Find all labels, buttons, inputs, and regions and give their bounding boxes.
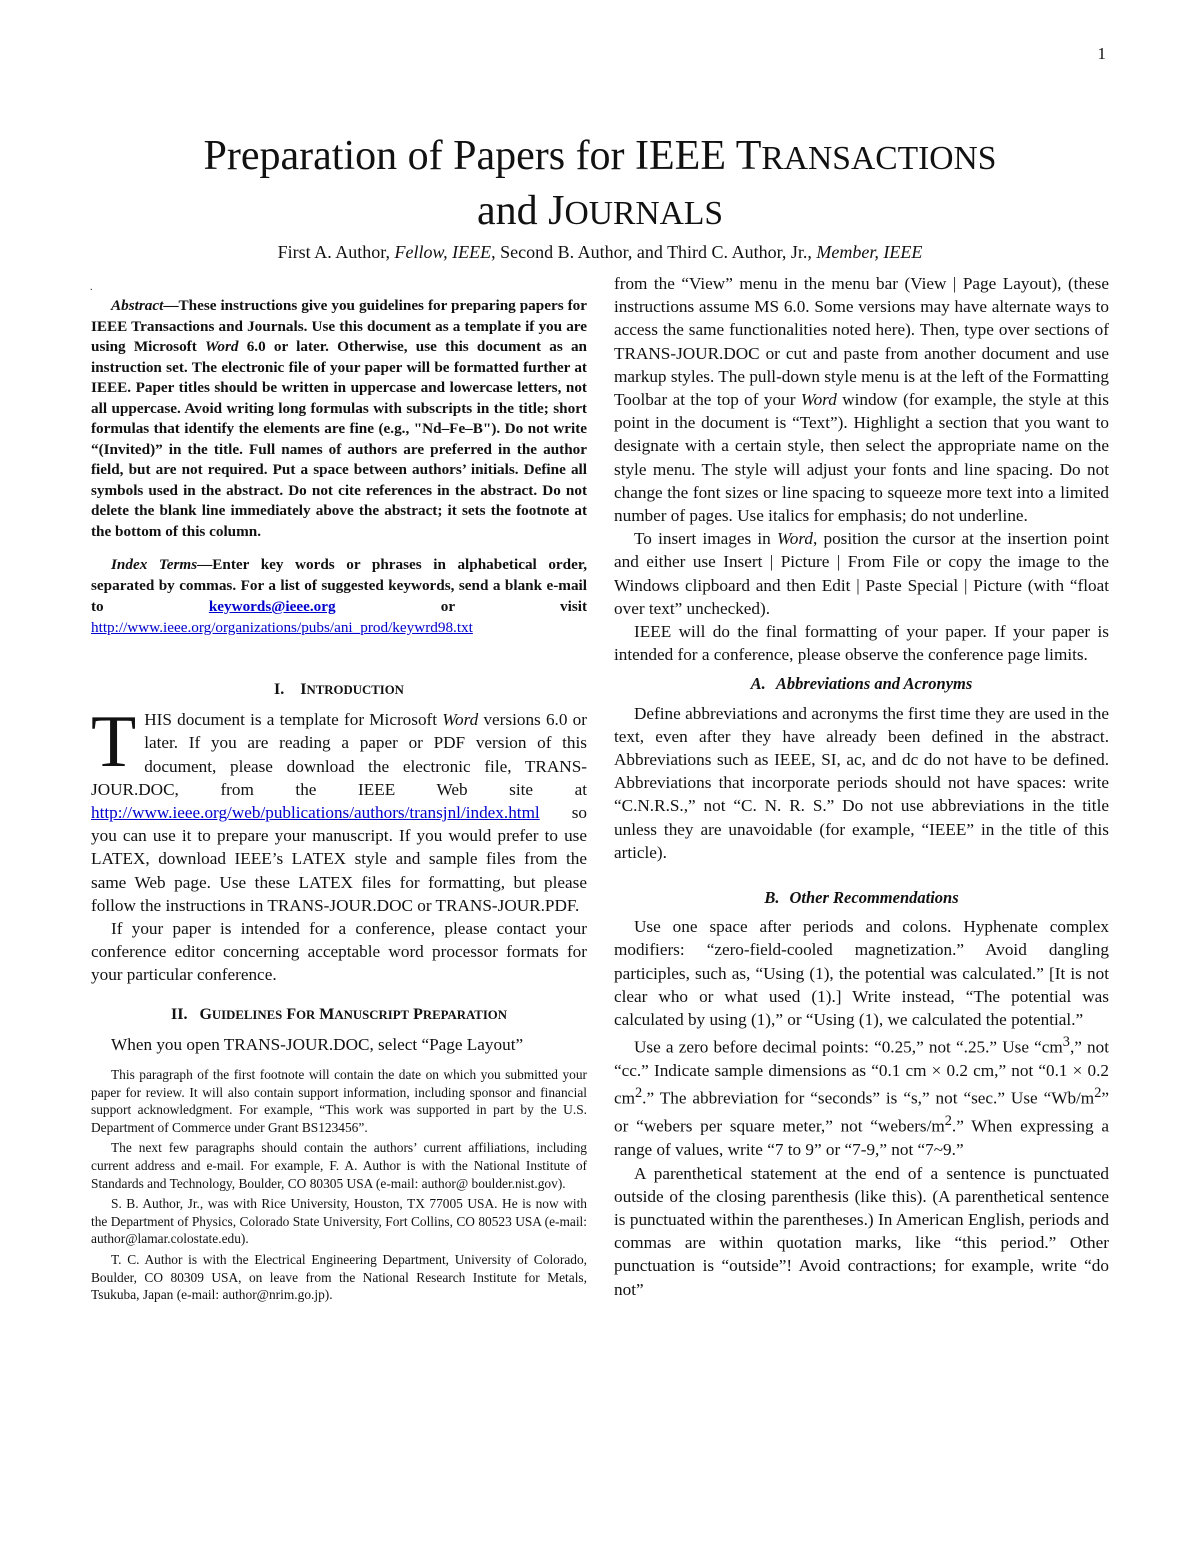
index-terms-label: Index Terms — [111, 556, 198, 573]
word-italic: Word — [800, 390, 837, 410]
footnote-3: S. B. Author, Jr., was with Rice University, Houston, TX 77005 USA. He is now with the Department of Physics, Colorado State University, Fort Collins, CO 80523 USA (e-mail: author@lamar.colostate.edu). — [91, 1196, 587, 1247]
intro-paragraph-2: If your paper is intended for a conference, please contact your conference editor concerning acceptable word processor formats for your particular conference. — [91, 919, 587, 985]
heading-part: OR — [296, 1007, 316, 1022]
text-run: ” or “webers per square meter,” not “webers/m — [614, 1089, 1109, 1137]
author-1-grade: Fellow, IEEE — [394, 242, 492, 262]
text-run: To insert images in — [634, 529, 777, 549]
heading-rest: NTRODUCTION — [306, 683, 404, 697]
section-number: I. — [274, 681, 285, 698]
section-heading-guidelines — [91, 1003, 587, 1027]
right-column — [614, 272, 1109, 1301]
subsection-heading-abbreviations — [614, 672, 1109, 695]
heading-part: ANUSCRIPT — [334, 1007, 410, 1022]
author-1: First A. Author, — [277, 242, 395, 262]
keywords-email-link[interactable]: keywords@ieee.org — [208, 598, 336, 615]
intro-text-a: HIS document is a template for Microsoft — [144, 710, 443, 730]
index-terms-or-visit: or visit — [335, 598, 588, 615]
heading-part: M — [319, 1005, 335, 1023]
author-line — [90, 242, 1110, 263]
heading-part: G — [199, 1005, 212, 1023]
intro-word: Word — [442, 710, 479, 730]
keywords-url-link[interactable]: http://www.ieee.org/organizations/pubs/ani_prod/keywrd98.txt — [91, 619, 473, 636]
spacer — [614, 864, 1109, 880]
footnote-4: T. C. Author is with the Electrical Engineering Department, University of Colorado, Boulder, CO 80309 USA, on leave from the National Research Institute for Metals, Tsukuba, Japan (e-mail: author@nrim.go.jp). — [91, 1251, 587, 1303]
subsection-heading-recommendations — [614, 886, 1109, 909]
heading-part: F — [286, 1005, 297, 1023]
footnote-2: The next few paragraphs should contain the authors’ current affiliations, including current address and e-mail. For example, F. A. Author is with the National Institute of Standards and Technology, Boulder, CO 80305 USA (e-mail: author@ boulder.nist.gov). — [91, 1140, 587, 1191]
formatting-paragraph: IEEE will do the final formatting of your paper. If your paper is intended for a conference, please observe the conference page limits. — [614, 622, 1109, 665]
text-run: window (for example, the style at this point in the document is “Text”). Highlight a section that you want to designate with a certain style, then select the appropriate name on the style menu. The style will adjust your fonts and line spacing. Do not change the font sizes or line spacing to squeeze more text into a limited number of pages. Use italics for emphasis; do not underline. — [614, 390, 1109, 526]
abstract — [91, 296, 587, 542]
recommendations-paragraph-3: A parenthetical statement at the end of a sentence is punctuated outside of the closing parenthesis (like this). (A parenthetical sentence is punctuated within the parentheses.) In American English, periods and commas are within quotation marks, like “this period.” Other punctuation is “outside”! Avoid contractions; for example, write “do not” — [614, 1163, 1109, 1299]
subsection-label: A. — [750, 674, 766, 694]
superscript: 2 — [635, 1085, 643, 1102]
superscript: 2 — [944, 1113, 952, 1130]
abbreviations-paragraph: Define abbreviations and acronyms the first time they are used in the text, even after they have already been defined in the abstract. Abbreviations such as IEEE, SI, ac, and dc do not have to be defined. Abbreviations that incorporate periods should not have spaces: write “C.N.R.S.,” not “C. N. R. S.” Do not use abbreviations in the title unless they are unavoidable (for example, “IEEE” in the title of this article). — [614, 703, 1109, 862]
word-italic: Word — [776, 529, 813, 549]
title-line1-sc: RANSACTIONS — [761, 140, 997, 177]
abstract-word: Word — [205, 338, 239, 355]
heading-part: REPARATION — [422, 1007, 507, 1022]
drop-cap: T — [91, 701, 137, 784]
heading-initial: I — [300, 681, 307, 698]
stray-dot: . — [90, 282, 93, 293]
images-paragraph — [614, 527, 1109, 620]
footnotes — [91, 1066, 587, 1304]
heading-part: P — [413, 1005, 423, 1023]
text-run: ,” not “cc.” Indicate sample dimensions as “0.1 cm × 0.2 cm,” not “0.1 × 0.2 cm — [614, 1038, 1110, 1109]
text-run: .” When expressing a range of values, write “7 to 9” or “7-9,” not “7~9.” — [614, 1117, 1109, 1160]
footnote-1: This paragraph of the first footnote will contain the date on which you submitted your paper for review. It will also contain support information, including sponsor and financial support acknowledgment. For example, “This work was supported in part by the U.S. Department of Commerce under Grant BS123456”. — [91, 1067, 587, 1135]
index-terms-text: —Enter key words or phrases in alphabetical order, separated by commas. For a list of suggested keywords, send a blank e-mail to — [91, 556, 587, 615]
author-3-grade: Member, IEEE — [816, 242, 923, 262]
paper-title — [90, 130, 1110, 240]
guidelines-paragraph-1-cont — [614, 272, 1109, 527]
text-run: .” The abbreviation for “seconds” is “s,” not “sec.” Use “Wb/m — [642, 1089, 1095, 1109]
text-run: Use a zero before decimal points: “0.25,” not “.25.” Use “cm — [634, 1038, 1063, 1058]
subsection-title: Abbreviations and Acronyms — [775, 674, 973, 694]
text-run: from the “View” menu in the menu bar (View | Page Layout), (these instructions assume MS 6.0. Some versions may have alternate ways to access the same functionalities noted here). Then, type over sections of TRANS-JOUR.DOC or cut and paste from another document and use markup styles. The pull-down style menu is at the left of the Formatting Toolbar at the top of your — [614, 274, 1109, 410]
left-column — [91, 296, 587, 1307]
template-url-link[interactable]: http://www.ieee.org/web/publications/authors/transjnl/index.html — [91, 803, 540, 823]
index-terms — [91, 554, 587, 638]
section-heading-introduction — [91, 678, 587, 702]
intro-paragraph-1 — [91, 701, 587, 917]
intro-text-b: versions 6.0 or later. If you are reading a paper or PDF version of this document, please download the electronic file, TRANS-JOUR.DOC, from the IEEE Web site at — [91, 710, 587, 799]
title-line1-pre: Preparation of Papers for IEEE T — [203, 133, 762, 179]
guidelines-paragraph-1: When you open TRANS-JOUR.DOC, select “Page Layout” — [111, 1034, 524, 1054]
title-line2-sc: OURNALS — [564, 195, 724, 232]
title-block — [90, 130, 1110, 263]
abstract-text-2: 6.0 or later. Otherwise, use this document as an instruction set. The electronic file of your paper will be formatted further at IEEE. Paper titles should be written in uppercase and lowercase letters, not all uppercase. Avoid writing long formulas with subscripts in the title; short formulas that identify the elements are fine (e.g., "Nd–Fe–B"). Do not write “(Invited)” in the title. Full names of authors are preferred in the author field, but are not required. Put a space between authors’ initials. Define all symbols used in the abstract. Do not cite references in the abstract. Do not delete the blank line immediately above the abstract; it sets the footnote at the bottom of this column. — [91, 338, 588, 540]
superscript: 3 — [1062, 1034, 1070, 1051]
intro-text-c: so you can use it to prepare your manuscript. If you would prefer to use LATEX, download IEEE’s LATEX style and sample files from the same Web page. Use these LATEX files for formatting, but please follow the instructions in TRANS-JOUR.DOC or TRANS-JOUR.PDF. — [91, 803, 587, 915]
author-2-3: , Second B. Author, and Third C. Author, Jr., — [491, 242, 817, 262]
subsection-title: Other Recommendations — [789, 888, 959, 908]
page-number: 1 — [1097, 44, 1106, 63]
heading-part: UIDELINES — [211, 1007, 283, 1022]
recommendations-paragraph-1: Use one space after periods and colons. Hyphenate complex modifiers: “zero-field-cooled magnetization.” Avoid dangling participles, such as, “Using (1), the potential was calculated.” [It is not clear who or what used (1).] Write instead, “The potential was calculated by using (1),” or “Using (1), we calculated the potential.” — [614, 917, 1109, 1030]
abstract-text: —These instructions give you guidelines for preparing papers for IEEE Transactions and Journals. Use this document as a template if you are using Microsoft — [91, 297, 587, 355]
abstract-label: Abstract — [111, 297, 164, 314]
subsection-label: B. — [764, 888, 780, 908]
section-number: II. — [170, 1005, 188, 1023]
text-run: , position the cursor at the insertion point and either use Insert | Picture | From File or copy the image to the Windows clipboard and then Edit | Paste Special | Picture (with “float over text” unchecked). — [614, 529, 1109, 618]
superscript: 2 — [1094, 1085, 1102, 1102]
recommendations-paragraph-2 — [614, 1031, 1109, 1161]
title-line2-pre: and J — [476, 188, 565, 234]
